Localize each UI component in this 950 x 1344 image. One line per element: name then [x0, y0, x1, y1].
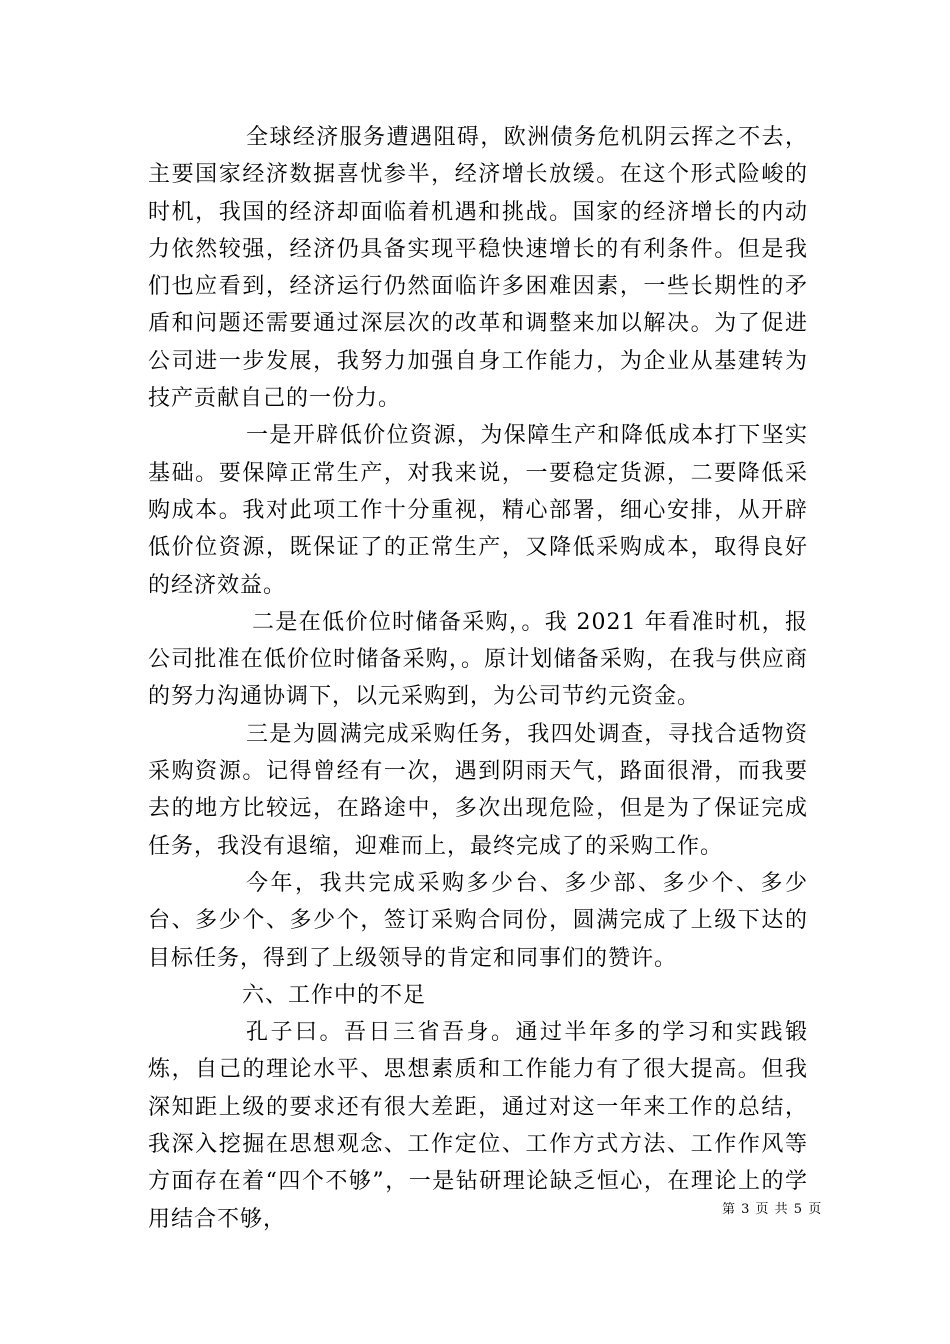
page-number-footer: 第 3 页 共 5 页 [722, 1202, 823, 1217]
document-body [148, 119, 808, 1238]
paragraph-low-price-resources: 一是开辟低价位资源，为保障生产和降低成本打下坚实基础。要保障正常生产，对我来说，一要稳定货源，二要降低采购成本。我对此项工作十分重视，精心部署，细心安排，从开辟低价位资源，既保证了的正常生产，又降低采购成本，取得良好的经济效益。 [148, 423, 808, 598]
paragraph-economy-context: 全球经济服务遭遇阻碍，欧洲债务危机阴云挥之不去，主要国家经济数据喜忧参半，经济增长放缓。在这个形式险峻的时机，我国的经济却面临着机遇和挑战。国家的经济增长的内动力依然较强，经济仍具备实现平稳快速增长的有利条件。但是我们也应看到，经济运行仍然面临许多困难因素，一些长期性的矛盾和问题还需要通过深层次的改革和调整来加以解决。为了促进公司进一步发展，我努力加强自身工作能力，为企业从基建转为技产贡献自己的一份力。 [148, 125, 808, 412]
paragraph-annual-results: 今年，我共完成采购多少台、多少部、多少个、多少台、多少个、多少个，签订采购合同份，圆满完成了上级下达的目标任务，得到了上级领导的肯定和同事们的赞许。 [148, 870, 808, 971]
paragraph-self-reflection: 孔子曰。吾日三省吾身。通过半年多的学习和实践锻炼，自己的理论水平、思想素质和工作能力有了很大提高。但我深知距上级的要求还有很大差距，通过对这一年来工作的总结，我深入挖掘在思想观念、工作定位、工作方式方法、工作作风等方面存在着“四个不够”，一是钻研理论缺乏恒心，在理论上的学用结合不够， [148, 1020, 808, 1232]
paragraph-reserve-purchase: 二是在低价位时储备采购，。我 2021 年看准时机，报公司批准在低价位时储备采购，。原计划储备采购，在我与供应商的努力沟通协调下，以元采购到，为公司节约元资金。 [148, 609, 808, 710]
paragraph-procurement-task: 三是为圆满完成采购任务，我四处调查，寻找合适物资采购资源。记得曾经有一次，遇到阴雨天气，路面很滑，而我要去的地方比较远，在路途中，多次出现危险，但是为了保证完成任务，我没有退缩，迎难而上，最终完成了的采购工作。 [148, 721, 808, 859]
section-heading-shortcomings: 六、工作中的不足 [242, 982, 427, 1008]
